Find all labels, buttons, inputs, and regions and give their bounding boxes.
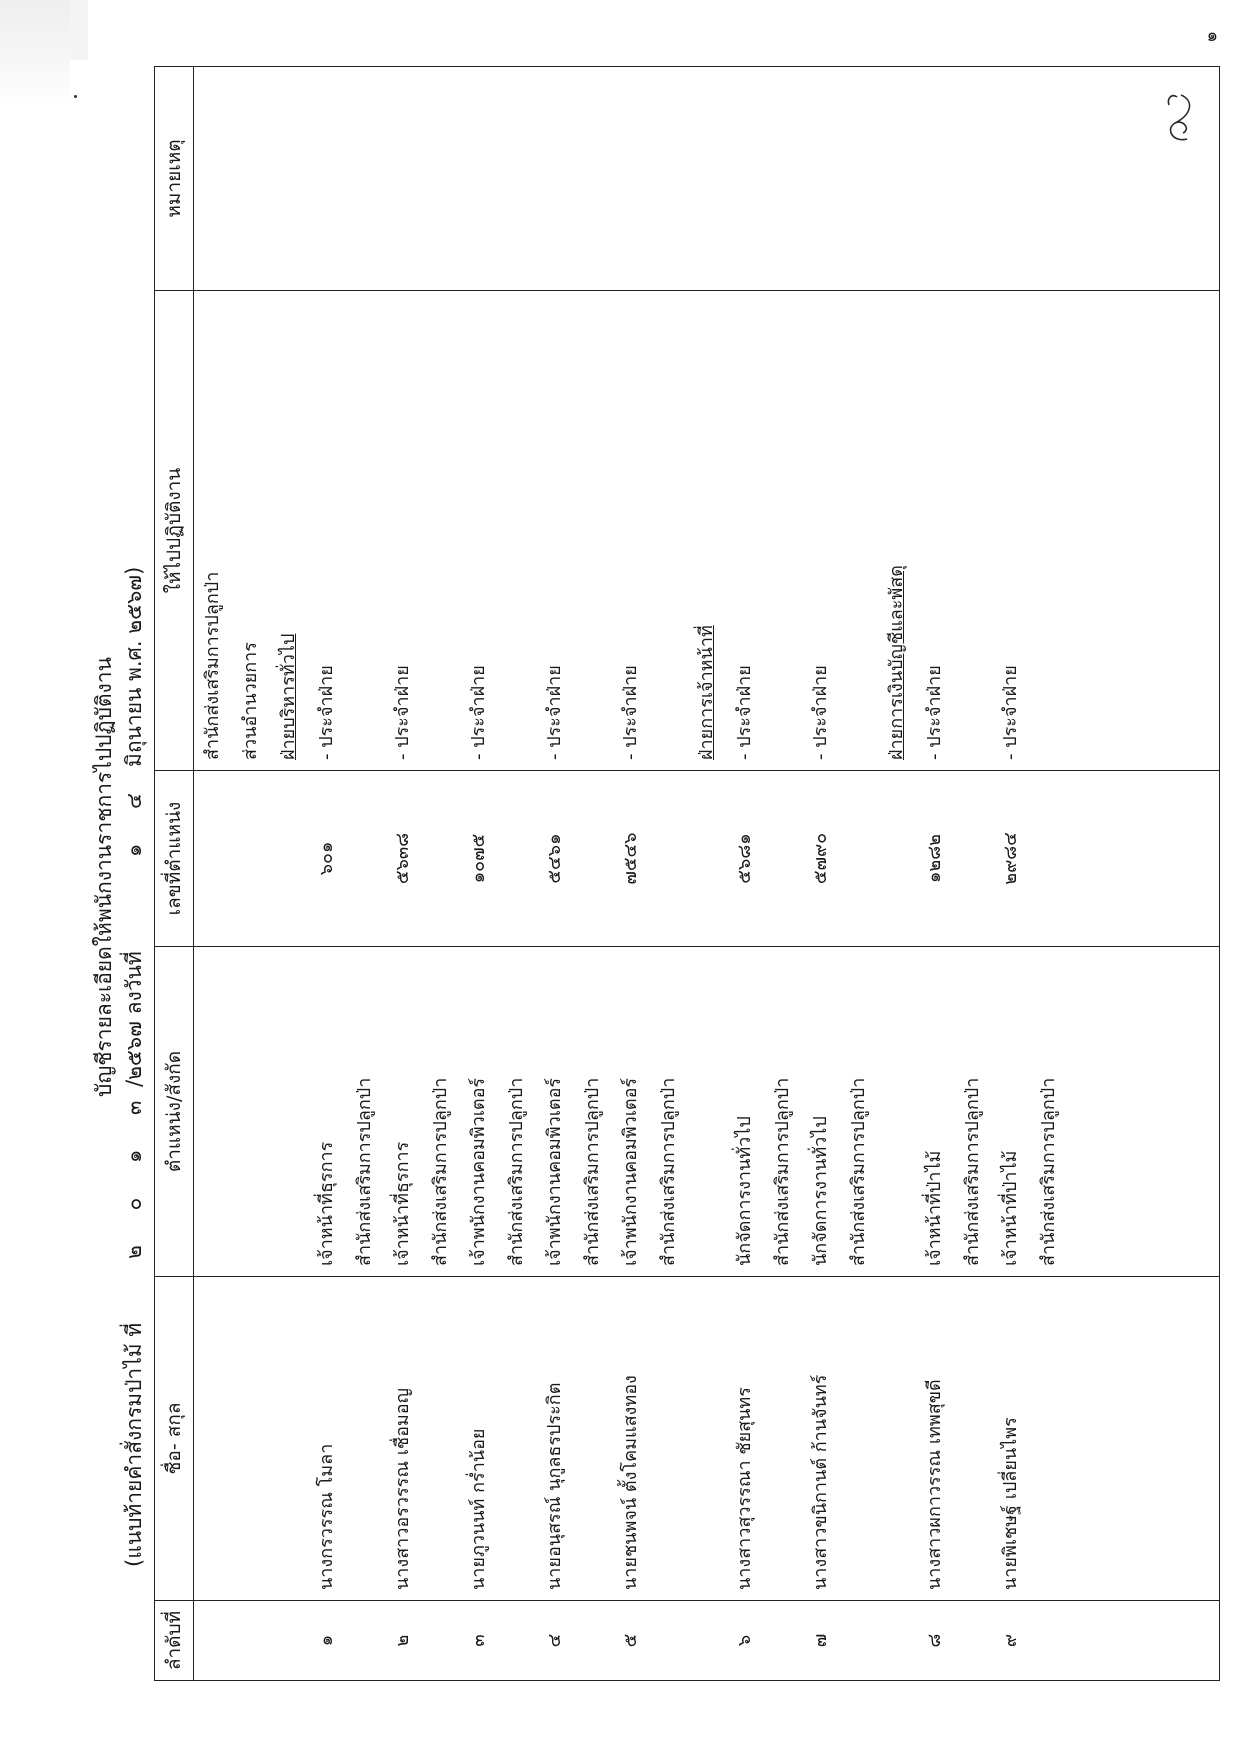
header-remark: หมายเหตุ [155,67,194,291]
employee-name: นางสาวผกาวรรณ เทพสุขดี [924,1379,945,1590]
employee-name: นางสาวสุวรรณา ชัยสุนทร [734,1387,755,1590]
assignment-value: - ประจำฝ่าย [316,665,337,760]
employee-unit: สำนักส่งเสริมการปลูกป่า [658,1077,679,1266]
employee-position: เจ้าพนักงานคอมพิวเตอร์ [544,1077,565,1266]
employee-position: เจ้าพนักงานคอมพิวเตอร์ [468,1077,489,1266]
header-position-no: เลขที่ตำแหน่ง [155,771,194,947]
employee-name: นายชนพจน์ ตั้งโคมแสงทอง [620,1375,641,1590]
row-no: ๔ [544,1633,565,1648]
position-number: ๕๖๓๘ [392,832,413,885]
row-no: ๑ [316,1634,337,1647]
employee-unit: สำนักส่งเสริมการปลูกป่า [430,1077,451,1266]
position-number: ๕๔๖๑ [544,833,565,884]
employee-unit: สำนักส่งเสริมการปลูกป่า [506,1077,527,1266]
column-assignment [194,291,1220,771]
row-no: ๘ [924,1633,945,1648]
rotated-document [80,27,1242,1727]
employee-position: เจ้าหน้าที่ป่าไม้ [1000,1150,1021,1266]
table-header-row [155,67,194,1681]
group-finance: ฝ่ายการเงินบัญชีและพัสดุ [886,565,907,760]
column-no [194,1601,1220,1681]
position-number: ๕๗๙๐ [810,832,831,885]
assignment-value: - ประจำฝ่าย [734,665,755,760]
order-date-suffix: มิถุนายน พ.ศ. ๒๕๖๗) [122,566,146,767]
group-general-admin: ฝ่ายบริหารทั่วไป [278,633,299,760]
row-no: ๒ [392,1634,413,1647]
employee-name: นายพิเชษฐ์ เปลี่ยนไพร [1000,1417,1021,1590]
employee-position: เจ้าพนักงานคอมพิวเตอร์ [620,1077,641,1266]
assignment-value: - ประจำฝ่าย [924,665,945,760]
header-assignment: ให้ไปปฏิบัติงาน [155,291,194,771]
position-number: ๕๖๘๑ [734,833,755,884]
employee-unit: สำนักส่งเสริมการปลูกป่า [582,1077,603,1266]
row-no: ๓ [468,1634,489,1647]
scan-speck [74,95,77,98]
employee-unit: สำนักส่งเสริมการปลูกป่า [848,1077,869,1266]
position-number: ๖๐๑ [316,841,337,876]
handwritten-initial [1161,85,1201,145]
order-day: ๑ ๔ [122,779,146,857]
position-number: ๗๕๔๖ [620,832,641,885]
employee-unit: สำนักส่งเสริมการปลูกป่า [962,1077,983,1266]
assignment-value: - ประจำฝ่าย [392,665,413,760]
order-prefix: (แนบท้ายคำสั่งกรมป่าไม้ ที่ [122,1322,146,1567]
assignment-value: - ประจำฝ่าย [1000,665,1021,760]
assignment-value: - ประจำฝ่าย [810,665,831,760]
scan-edge-shadow [0,0,70,110]
column-name [194,1277,1220,1601]
assignment-value: - ประจำฝ่าย [468,665,489,760]
employee-unit: สำนักส่งเสริมการปลูกป่า [1038,1077,1059,1266]
column-remark [194,67,1220,291]
employee-name: นายภูวนนท์ กรํ่าน้อย [468,1428,489,1590]
table-body [194,67,1220,1681]
column-position [194,947,1220,1277]
employee-unit: สำนักส่งเสริมการปลูกป่า [772,1077,793,1266]
employee-position: นักจัดการงานทั่วไป [810,1116,831,1266]
row-no: ๗ [810,1633,831,1648]
position-number: ๒๙๘๔ [1000,832,1021,885]
employee-position: เจ้าหน้าที่ธุรการ [392,1141,413,1266]
position-number: ๑๒๘๒ [924,833,945,884]
assignment-value: - ประจำฝ่าย [620,665,641,760]
assignment-table [154,66,1220,1681]
row-no: ๙ [1000,1633,1021,1648]
position-number: ๑๐๗๕ [468,833,489,884]
group-division: ส่วนอำนวยการ [240,642,261,760]
row-no: ๕ [620,1633,641,1648]
document-title: บัญชีรายละเอียดให้พนักงานราชการไปปฏิบัติงาน [92,657,116,1097]
employee-unit: สำนักส่งเสริมการปลูกป่า [354,1077,375,1266]
employee-position: เจ้าหน้าที่ป่าไม้ [924,1150,945,1266]
employee-name: นางสาวอรวรรณ เชื่อมอญ [392,1388,413,1590]
header-no: ลำดับที่ [155,1601,194,1681]
row-no: ๖ [734,1634,755,1647]
header-position: ตำแหน่ง/สังกัด [155,947,194,1277]
employee-position: นักจัดการงานทั่วไป [734,1116,755,1266]
employee-name: นายอนุสรณ์ นุกูลธรประกิต [544,1382,565,1590]
group-office: สำนักส่งเสริมการปลูกป่า [202,571,223,760]
employee-name: นางสาวขนิกานต์ ก้านจันทร์ [810,1374,831,1590]
order-number: ๒ ๐ ๑ ๓ [122,1086,146,1259]
order-reference-line [118,27,146,1727]
column-position-no [194,771,1220,947]
header-name: ชื่อ- สกุล [155,1277,194,1601]
page-number: ๑ [1206,25,1218,46]
order-year: /๒๕๖๗ ลงวันที่ [122,951,146,1087]
employee-position: เจ้าหน้าที่ธุรการ [316,1141,337,1266]
assignment-value: - ประจำฝ่าย [544,665,565,760]
employee-name: นางกรวรรณ โมลา [316,1443,337,1590]
group-personnel: ฝ่ายการเจ้าหน้าที่ [696,625,717,760]
